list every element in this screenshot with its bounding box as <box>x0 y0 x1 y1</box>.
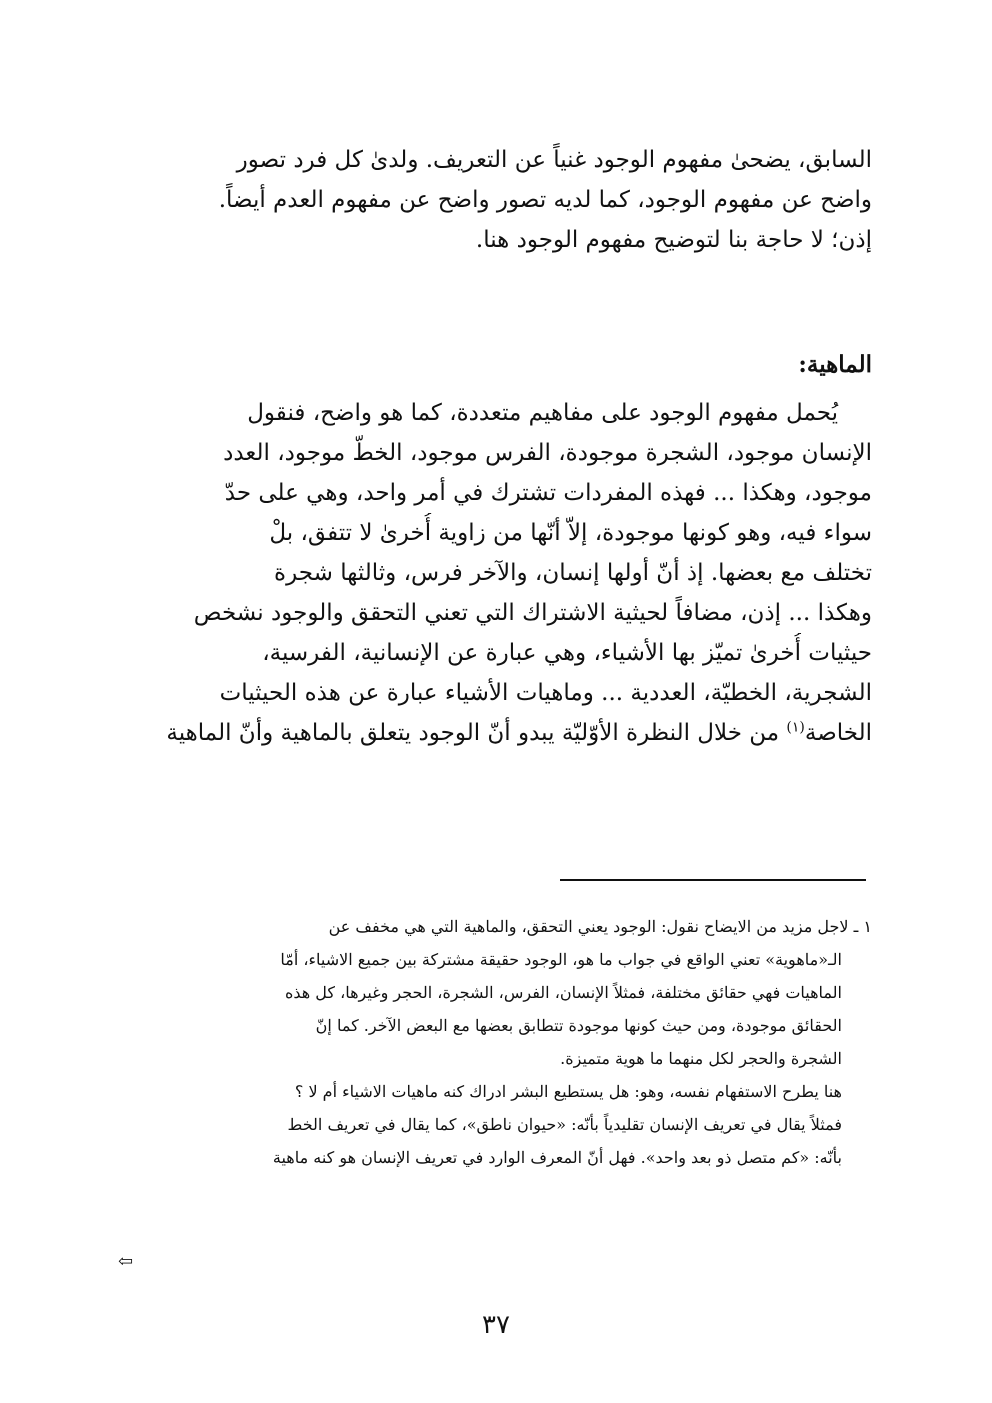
section-heading: الماهية: <box>798 351 872 378</box>
text-line: حيثيات أُخرىٰ تميّز بها الأشياء، وهي عبارة عن الإنسانية، الفرسية، <box>262 640 872 666</box>
paragraph-intro <box>130 140 872 260</box>
footnote-line: فمثلاً يقال في تعريف الإنسان تقليدياً بأنّه: «حيوان ناطق»، كما يقال في تعريف الخط <box>287 1115 842 1134</box>
text-line: الشجرية، الخطيّة، العددية ... وماهيات الأشياء عبارة عن هذه الحيثيات <box>219 680 872 706</box>
paragraph-mahiya <box>130 393 872 753</box>
page-number: ٣٧ <box>482 1310 510 1340</box>
text-line: السابق، يضحىٰ مفهوم الوجود غنياً عن التعريف. ولدىٰ كل فرد تصور <box>236 147 872 173</box>
footnote-line: الـ«ماهوية» تعني الواقع في جواب ما هو، الوجود حقيقة مشتركة بين جميع الاشياء، أمّا <box>280 950 842 969</box>
text-line: تختلف مع بعضها. إذ أنّ أولها إنسان، والآخر فرس، وثالثها شجرة <box>274 560 872 586</box>
text-line: الإنسان موجود، الشجرة موجودة، الفرس موجود، الخطّ موجود، العدد <box>223 440 872 466</box>
text-line: موجود، وهكذا ... فهذه المفردات تشترك في أمر واحد، وهي على حدّ <box>224 480 872 506</box>
footnote-line: الماهيات فهي حقائق مختلفة، فمثلاً الإنسان، الفرس، الشجرة، الحجر وغيرها، كل هذه <box>284 983 842 1002</box>
footnote-line: هنا يطرح الاستفهام نفسه، وهو: هل يستطيع البشر ادراك كنه ماهيات الاشياء أم لا ؟ <box>294 1082 842 1101</box>
footnote-reference[interactable]: (١) <box>786 719 805 736</box>
text-line-last <box>130 713 872 753</box>
text-fragment: الخاصة <box>804 720 872 746</box>
text-line: يُحمل مفهوم الوجود على مفاهيم متعددة، كما هو واضح، فنقول <box>247 400 838 426</box>
footnote-line: الشجرة والحجر لكل منهما ما هوية متميزة. <box>560 1049 842 1068</box>
footnote-separator <box>560 879 866 881</box>
footnotes <box>120 910 872 1174</box>
footnote-line: بأنّه: «كم متصل ذو بعد واحد». فهل أنّ المعرف الوارد في تعريف الإنسان هو كنه ماهية <box>272 1148 842 1167</box>
footnote-line: ١ ـ لاجل مزيد من الايضاح نقول: الوجود يعني التحقق، والماهية التي هي مخفف عن <box>328 917 872 936</box>
text-line: سواء فيه، وهو كونها موجودة، إلاّ أنّها من زاوية أُخرىٰ لا تتفق، بلْ <box>269 520 872 546</box>
footnote-line: الحقائق موجودة، ومن حيث كونها موجودة تتطابق بعضها مع البعض الآخر. كما إنّ <box>315 1016 842 1035</box>
continue-arrow-icon: ⇦ <box>118 1251 134 1272</box>
text-line: وهكذا ... إذن، مضافاً لحيثية الاشتراك التي تعني التحقق والوجود نشخص <box>193 600 872 626</box>
text-line: إذن؛ لا حاجة بنا لتوضيح مفهوم الوجود هنا. <box>475 227 872 253</box>
text-line: واضح عن مفهوم الوجود، كما لديه تصور واضح عن مفهوم العدم أيضاً. <box>218 187 872 213</box>
text-fragment: من خلال النظرة الأوّليّة يبدو أنّ الوجود يتعلق بالماهية وأنّ الماهية <box>166 720 787 746</box>
